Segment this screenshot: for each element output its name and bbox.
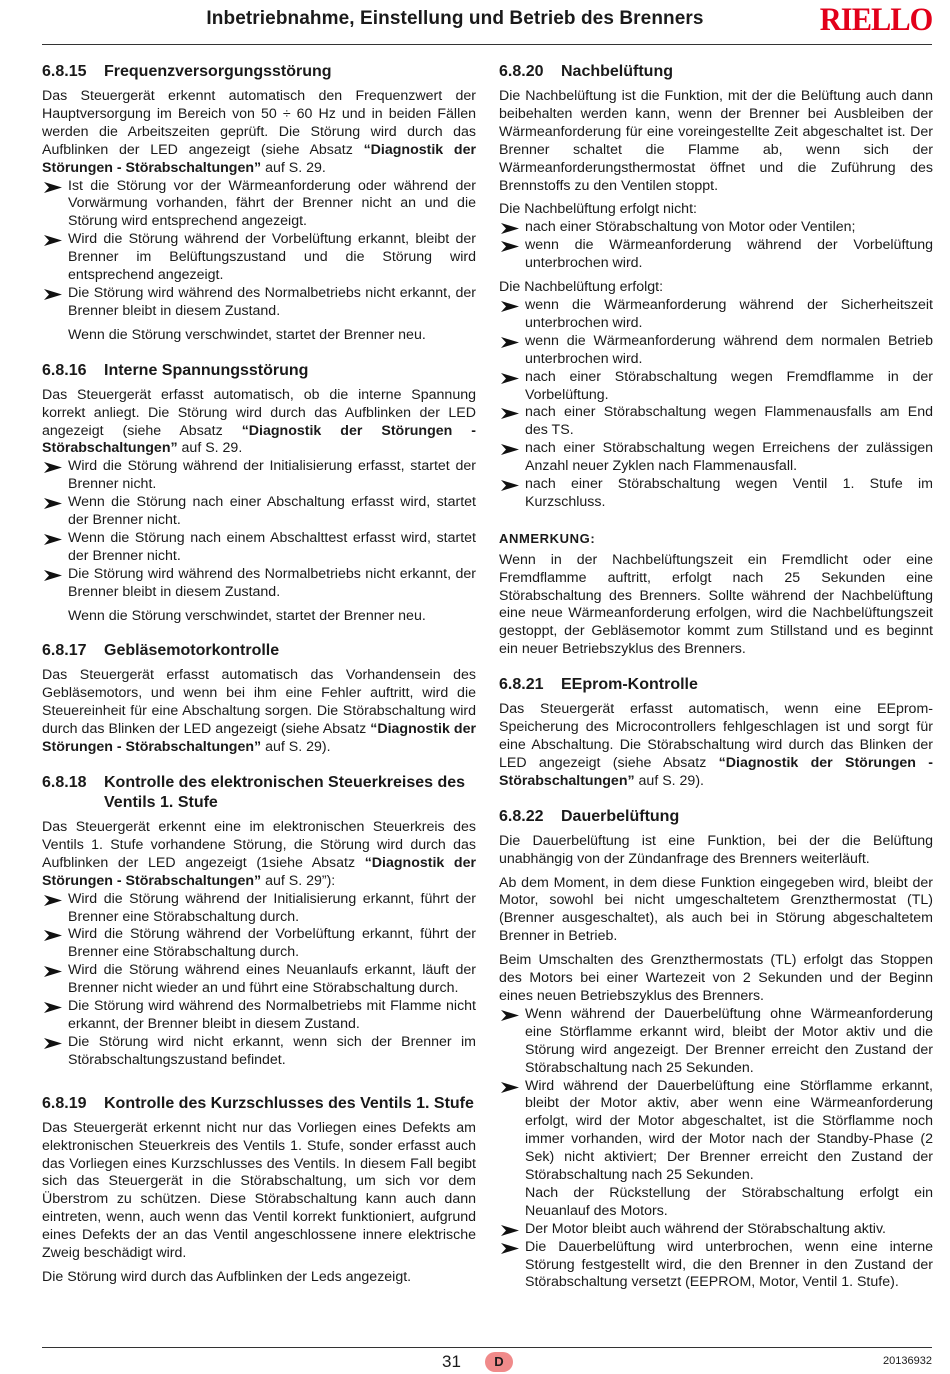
- paragraph: Die Dauerbelüftung ist eine Funktion, bei der die Belüftung unabhängig von der Zündanfrage des Brenners weiterläuft.: [499, 832, 933, 867]
- section-6-8-15: [42, 62, 476, 345]
- paragraph: Die Nachbelüftung erfolgt nicht:: [499, 201, 697, 218]
- arrow-bullet-icon: [500, 373, 520, 384]
- arrow-bullet-icon: [43, 570, 63, 581]
- bullet-list: [499, 1221, 933, 1293]
- list-item-text: Die Störung wird nicht erkannt, wenn sich der Brenner im Störabschaltungszustand befindet.: [68, 1033, 476, 1068]
- list-item: [499, 440, 933, 476]
- section-6-8-20: [499, 62, 933, 512]
- section-title: Interne Spannungsstörung: [104, 361, 309, 379]
- note-title: ANMERKUNG:: [499, 530, 596, 546]
- list-item-text: Wenn die Störung nach einem Abschalttest erfasst wird, startet der Brenner nicht.: [68, 529, 476, 564]
- list-item-text: Wird die Störung während der Vorbelüftung erkannt, führt der Brenner eine Störabschaltung durch.: [68, 926, 476, 961]
- list-item: [42, 285, 476, 321]
- list-item: [42, 891, 476, 927]
- section-heading: [499, 807, 933, 827]
- arrow-bullet-icon: [500, 408, 520, 419]
- cross-reference: “Diagnostik der Störungen - Störabschaltungen”: [42, 854, 476, 889]
- section-number: 6.8.16: [42, 361, 87, 379]
- list-item: [42, 962, 476, 998]
- arrow-bullet-icon: [500, 444, 520, 455]
- arrow-bullet-icon: [43, 1002, 63, 1013]
- list-item-text: nach einer Störabschaltung wegen Fremdflamme in der Vorbelüftung.: [525, 368, 933, 403]
- list-item: [499, 404, 933, 440]
- section-title: Kontrolle des elektronischen Steuerkreises des Ventils 1. Stufe: [104, 774, 466, 811]
- paragraph: [42, 819, 476, 891]
- list-item-text: Wird die Störung während eines Neuanlaufs erkannt, läuft der Brenner nicht wieder an und führt eine Störabschaltung durch.: [68, 962, 476, 997]
- text: Das Steuergerät erfasst automatisch, ob die interne Spannung korrekt anliegt. Die Störung wird durch das Aufblinken der LED angezeigt (siehe Absatz: [42, 386, 476, 439]
- section-heading: [499, 62, 933, 82]
- arrow-bullet-icon: [43, 895, 63, 906]
- section-heading: [42, 62, 476, 82]
- list-item: [499, 1006, 933, 1078]
- paragraph: Die Nachbelüftung erfolgt:: [499, 279, 664, 296]
- section-6-8-21: [499, 675, 933, 791]
- list-item: [42, 1034, 476, 1070]
- paragraph: Ab dem Moment, in dem diese Funktion eingegeben wird, bleibt der Motor, sowohl bei nicht umgeschaltetem Grenzthermostat (TL) (Brenner ausgeschaltet), als auch bei in Störung abgeschaltetem Brenner in Betrieb.: [499, 874, 933, 945]
- footer-divider: [42, 1347, 932, 1348]
- list-item: [499, 333, 933, 369]
- list-item-text: Wenn die Störung nach einer Abschaltung erfasst wird, startet der Brenner nicht.: [68, 494, 476, 529]
- paragraph: [42, 88, 476, 178]
- list-item: [499, 1078, 933, 1185]
- arrow-bullet-icon: [43, 966, 63, 977]
- bullet-list: [42, 178, 476, 321]
- list-item-text: Ist die Störung vor der Wärmeanforderung oder während der Vorwärmung vorhanden, fährt der Brenner nicht an und die Störung wird entsprechend angezeigt.: [68, 177, 476, 230]
- section-heading: [499, 675, 933, 695]
- page-header-title: Inbetriebnahme, Einstellung und Betrieb des Brenners: [206, 8, 704, 29]
- bullet-list: [499, 297, 933, 512]
- list-item-text: Wird die Störung während der Vorbelüftung erkannt, bleibt der Brenner im Belüftungszustand und die Störung wird entsprechend angezeigt.: [68, 231, 476, 284]
- left-column: [42, 62, 476, 1303]
- text: auf S. 29.: [261, 159, 326, 176]
- section-6-8-19: [42, 1094, 476, 1287]
- text: Das Steuergerät erkennt eine im elektronischen Steuerkreis des Ventils 1. Stufe vorhandene Störung, die Störung wird durch das Aufblinken der LED angezeigt (1siehe Absatz: [42, 819, 476, 871]
- list-item: [499, 1239, 933, 1293]
- bullet-list: [499, 1006, 933, 1185]
- arrow-bullet-icon: [43, 235, 63, 246]
- bullet-list: [42, 458, 476, 601]
- list-item: [499, 369, 933, 405]
- arrow-bullet-icon: [43, 498, 63, 509]
- list-item-text: Die Störung wird während des Normalbetriebs nicht erkannt, der Brenner bleibt in diesem Zustand.: [68, 284, 476, 319]
- list-item-text: Die Störung wird während des Normalbetriebs nicht erkannt, der Brenner bleibt in diesem Zustand.: [68, 565, 476, 600]
- section-number: 6.8.15: [42, 63, 87, 80]
- list-item: [499, 1221, 933, 1239]
- cross-reference: “Diagnostik der Störungen - Störabschaltungen”: [42, 141, 476, 176]
- paragraph: [499, 701, 933, 791]
- list-item: [42, 231, 476, 285]
- list-item: [499, 237, 933, 273]
- text: Das Steuergerät erfasst automatisch das Vorhandensein des Gebläsemotors, und wenn bei ihm eine Fehler auftritt, wird die Steuereinheit für eine Abschaltung sorgen. Die Störabschaltung wird durch das Blinken der LED angezeigt (siehe Absatz: [42, 667, 476, 738]
- list-item: [42, 530, 476, 566]
- cross-reference: “Diagnostik der Störungen - Störabschaltungen”: [499, 754, 933, 789]
- arrow-bullet-icon: [43, 930, 63, 941]
- list-item: [42, 178, 476, 232]
- arrow-bullet-icon: [43, 462, 63, 473]
- section-number: 6.8.19: [42, 1094, 87, 1112]
- arrow-bullet-icon: [43, 1038, 63, 1049]
- arrow-bullet-icon: [500, 241, 520, 252]
- language-badge: D: [485, 1352, 513, 1372]
- arrow-bullet-icon: [500, 223, 520, 234]
- note-block: [499, 530, 933, 659]
- arrow-bullet-icon: [500, 1010, 520, 1021]
- list-item-text: nach einer Störabschaltung wegen Erreichens der zulässigen Anzahl neuer Zyklen nach Flammenausfall.: [525, 440, 933, 475]
- text: auf S. 29).: [634, 772, 704, 789]
- section-title: Gebläsemotorkontrolle: [104, 642, 280, 660]
- section-number: 6.8.17: [42, 642, 87, 660]
- list-continuation: Wenn die Störung verschwindet, startet der Brenner neu.: [68, 607, 426, 624]
- list-item: [499, 219, 933, 237]
- paragraph: [42, 667, 476, 757]
- list-item: [42, 458, 476, 494]
- section-title: Nachbelüftung: [561, 63, 673, 80]
- riello-logo: RIELLO: [819, 2, 932, 38]
- list-item: [499, 297, 933, 333]
- text: auf S. 29”):: [261, 872, 336, 889]
- list-item-text: wenn die Wärmeanforderung während dem normalen Betrieb unterbrochen wird.: [525, 332, 933, 367]
- note-text: Wenn in der Nachbelüftungszeit ein Fremdlicht oder eine Fremdflamme auftritt, erfolgt nach 25 Sekunden eine Störabschaltung des Brenners. Sollte während der Nachbelüftung eine neue Wärmeanforderung erfolgen, wird die Nachbelüftungszeit gestoppt, der Gebläsemotor kommt zum Stillstand und es beginnt ein neuer Betriebszyklus des Brenners.: [499, 551, 933, 658]
- paragraph: Beim Umschalten des Grenzthermostats (TL) erfolgt das Stoppen des Motors bei einer Wartezeit von 2 Sekunden und der Beginn eines neuen Betriebszyklus des Brenners.: [499, 952, 933, 1004]
- paragraph: [42, 387, 476, 459]
- arrow-bullet-icon: [500, 1225, 520, 1236]
- section-6-8-18: [42, 773, 476, 1070]
- list-continuation: Wenn die Störung verschwindet, startet der Brenner neu.: [68, 326, 426, 343]
- list-item-text: Die Störung wird während des Normalbetriebs mit Flamme nicht erkannt, der Brenner bleibt in diesem Zustand.: [68, 998, 476, 1032]
- paragraph: Die Nachbelüftung ist die Funktion, mit der die Belüftung auch dann beibehalten werden kann, wenn der Brenner bei Ausbleiben der Wärmeanforderung für eine voreingestellte Zeit abgeschaltet ist. Der Brenner schaltet die Flamme ab, wenn sich der Wärmeanforderungsthermostat öffnet und die Zuführung des Brennstoffs zu den Ventilen stoppt.: [499, 88, 933, 194]
- paragraph: Das Steuergerät erkennt nicht nur das Vorliegen eines Defekts am elektronischen Steuerkreis des Ventils 1. Stufe, sonder erfasst auch das Vorliegen eines Kurzschlusses des Ventils. In diesem Fall begibt sich das Steuergerät in die Störabschaltung, um sich vor dem Überstrom zu schützen. Diese Störabschaltung kann auch dann eintreten, wenn, auch wenn das Ventil korrekt funktioniert, aufgrund eines Defekts der an das Ventil angeschlossene innere elektrische Zweig beschädigt wird.: [42, 1119, 476, 1262]
- text: auf S. 29).: [261, 739, 331, 756]
- section-6-8-22: [499, 807, 933, 1293]
- arrow-bullet-icon: [500, 1243, 520, 1254]
- section-heading: [42, 361, 476, 381]
- bullet-list: [499, 219, 933, 273]
- paragraph: Die Störung wird durch das Aufblinken der Leds angezeigt.: [42, 1268, 412, 1285]
- list-continuation: Nach der Rückstellung der Störabschaltung erfolgt ein Neuanlauf des Motors.: [525, 1184, 933, 1219]
- section-heading: [42, 1094, 476, 1114]
- list-item-text: Der Motor bleibt auch während der Störabschaltung aktiv.: [525, 1220, 886, 1237]
- list-item-text: Wird die Störung während der Initialisierung erkannt, führt der Brenner eine Störabschaltung durch.: [68, 890, 476, 925]
- section-title: Frequenzversorgungsstörung: [104, 63, 332, 80]
- list-item-text: Wird die Störung während der Initialisierung erfasst, startet der Brenner nicht.: [68, 458, 476, 493]
- list-item-text: nach einer Störabschaltung wegen Ventil 1. Stufe im Kurzschluss.: [525, 476, 933, 510]
- header-divider: [42, 44, 932, 45]
- section-heading: [42, 641, 476, 661]
- list-item: [42, 566, 476, 602]
- section-number: 6.8.20: [499, 63, 544, 80]
- list-item-text: Wenn während der Dauerbelüftung ohne Wärmeanforderung eine Störflamme erkannt wird, bleibt der Motor aktiv und die Störung wird angezeigt. Der Brenner erreicht den Zustand der Störabschaltung nach 25 Sekunden.: [525, 1005, 933, 1076]
- cross-reference: “Diagnostik der Störungen - Störabschaltungen”: [42, 422, 476, 457]
- bullet-list: [42, 891, 476, 1070]
- arrow-bullet-icon: [43, 182, 63, 193]
- section-6-8-16: [42, 361, 476, 626]
- arrow-bullet-icon: [43, 289, 63, 300]
- document-number: 20136932: [883, 1355, 932, 1367]
- section-number: 6.8.18: [42, 774, 87, 791]
- list-item-text: Wird während der Dauerbelüftung eine Störflamme erkannt, bleibt der Motor aktiv, aber wenn eine Wärmeanforderung erfolgt, wird der Motor abgeschaltet, ist die Störflamme noch immer vorhanden, wird der Motor nach der Standby-Phase (2 Sek) nicht aktiviert; Der Brenner erreicht den Zustand der Störabschaltung nach 25 Sekunden.: [525, 1077, 933, 1184]
- arrow-bullet-icon: [43, 534, 63, 545]
- section-number: 6.8.21: [499, 676, 544, 694]
- text: Das Steuergerät erfasst automatisch, wenn eine EEprom-Speicherung des Microcontrollers fehlgeschlagen ist und sorgt für eine Abschaltung. Die Störabschaltung wird durch das Blinken der LED angezeigt (siehe Absatz: [499, 701, 933, 771]
- cross-reference: “Diagnostik der Störungen - Störabschaltungen”: [42, 721, 477, 756]
- arrow-bullet-icon: [500, 1082, 520, 1093]
- list-item-text: wenn die Wärmeanforderung während der Vorbelüftung unterbrochen wird.: [525, 237, 933, 272]
- arrow-bullet-icon: [500, 301, 520, 312]
- section-6-8-17: [42, 641, 476, 757]
- list-item-text: Die Dauerbelüftung wird unterbrochen, wenn eine interne Störung festgestellt wird, die den Brenner in den Zustand der Störabschaltung versetzt (EEPROM, Motor, Ventil 1. Stufe).: [525, 1238, 933, 1291]
- list-item-text: nach einer Störabschaltung wegen Flammenausfalls am End des TS.: [525, 404, 933, 439]
- list-item-text: wenn die Wärmeanforderung während der Sicherheitszeit unterbrochen wird.: [525, 296, 933, 331]
- list-item: [42, 494, 476, 530]
- arrow-bullet-icon: [500, 337, 520, 348]
- text: auf S. 29.: [177, 440, 243, 457]
- section-title: Dauerbelüftung: [561, 807, 680, 825]
- section-title: Kontrolle des Kurzschlusses des Ventils 1. Stufe: [104, 1094, 474, 1112]
- list-item: [499, 476, 933, 512]
- list-item: [42, 926, 476, 962]
- list-item: [42, 998, 476, 1034]
- list-item-text: nach einer Störabschaltung von Motor oder Ventilen;: [525, 219, 856, 236]
- page-number: 31: [442, 1352, 461, 1371]
- text: Das Steuergerät erkennt automatisch den Frequenzwert der Hauptversorgung im Bereich von 50 ÷ 60 Hz und in beiden Fällen werden die Arbeitszeiten geprüft. Die Störung wird durch das Aufblinken der LED angezeigt (siehe Absatz: [42, 88, 476, 158]
- section-number: 6.8.22: [499, 807, 544, 825]
- right-column: [499, 62, 933, 1308]
- section-heading: [42, 773, 476, 813]
- section-title: EEprom-Kontrolle: [561, 676, 698, 694]
- arrow-bullet-icon: [500, 480, 520, 491]
